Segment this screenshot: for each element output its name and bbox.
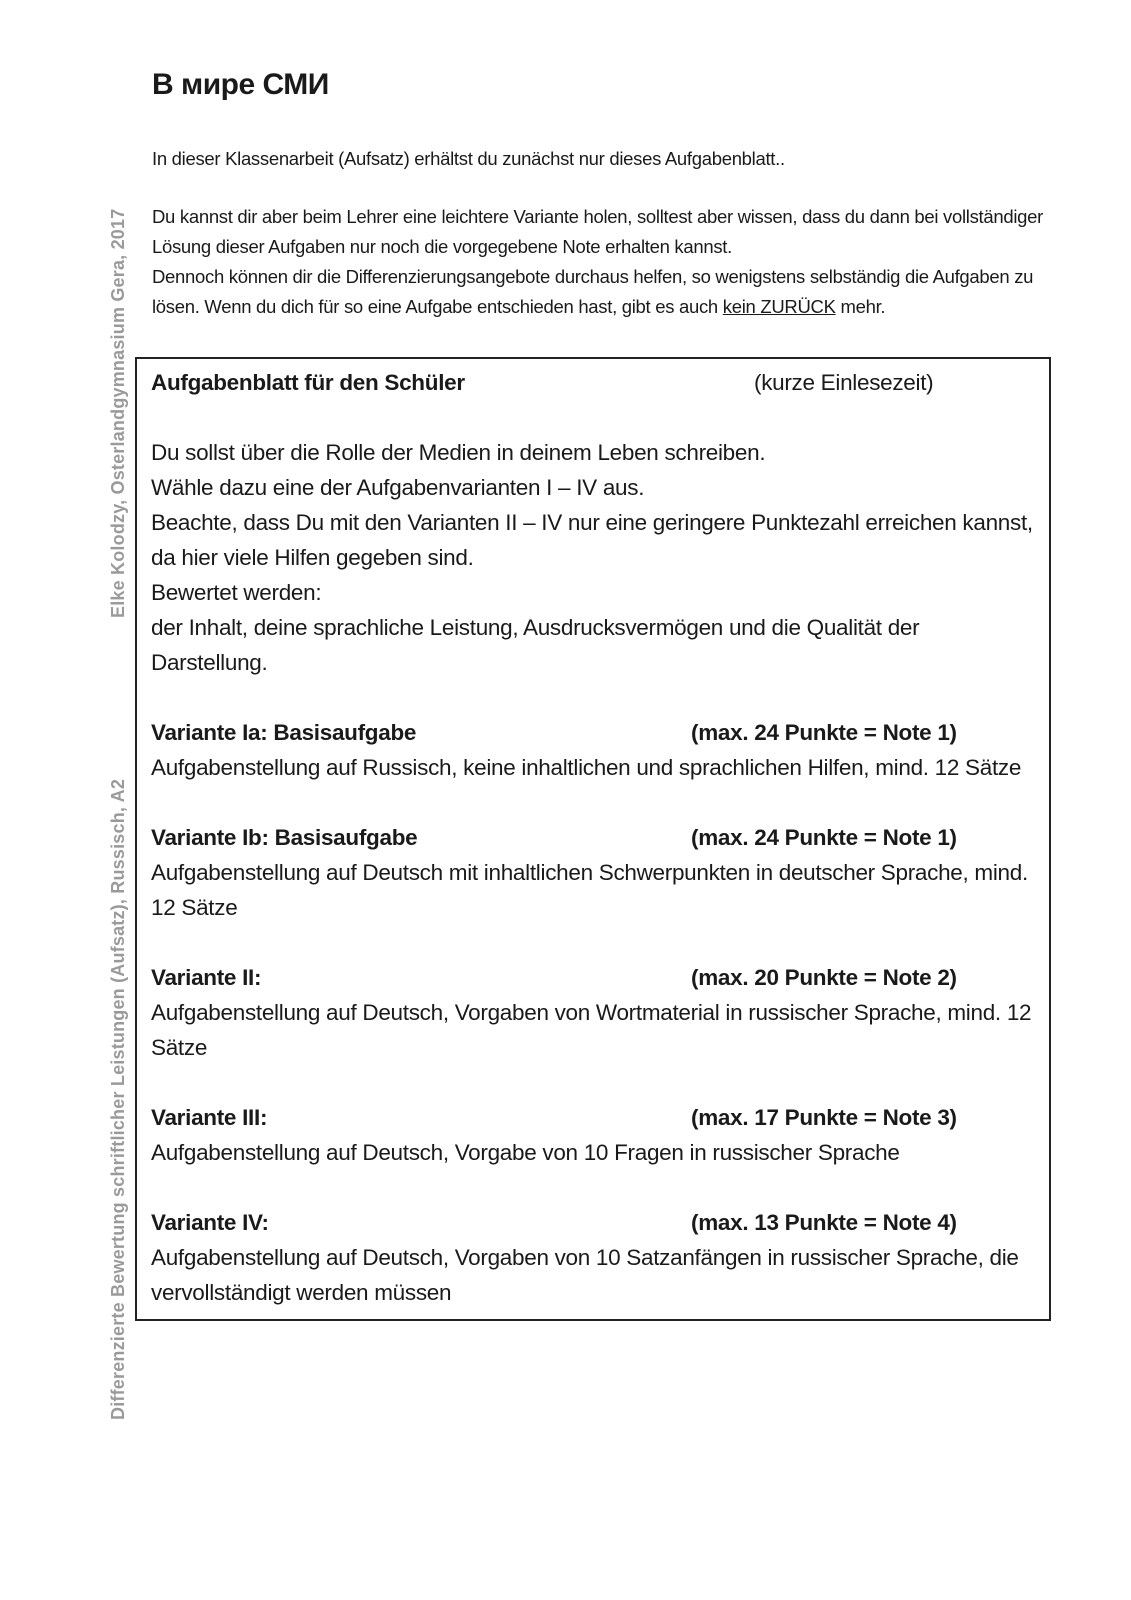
task-sheet-header [151, 365, 1036, 400]
variant-description: Aufgabenstellung auf Russisch, keine inhaltlichen und sprachlichen Hilfen, mind. 12 Sätze [151, 755, 1022, 780]
variant-points: (max. 24 Punkte = Note 1) [691, 720, 957, 745]
variant-points: (max. 24 Punkte = Note 1) [691, 825, 957, 850]
side-label-author: Elke Kolodzy, Osterlandgymnasium Gera, 2017 [108, 208, 128, 618]
variant-item [151, 820, 1036, 925]
variant-header [151, 820, 1036, 855]
variant-name: Variante Ib: Basisaufgabe [151, 825, 418, 850]
page-title: В мире СМИ [152, 68, 329, 101]
instruction-line: Bewertet werden: [151, 580, 322, 605]
side-label-subject: Differenzierte Bewertung schriftlicher Leistungen (Aufsatz), Russisch, A2 [108, 778, 128, 1420]
instruction-line: Du sollst über die Rolle der Medien in deinem Leben schreiben. [151, 440, 766, 465]
variant-header [151, 1205, 1036, 1240]
instructions [151, 435, 1036, 680]
variants-list [151, 715, 1036, 1310]
variant-header [151, 715, 1036, 750]
instruction-line: der Inhalt, deine sprachliche Leistung, Ausdrucksvermögen und die Qualität der Darstellung. [151, 615, 920, 675]
variant-description: Aufgabenstellung auf Deutsch mit inhaltlichen Schwerpunkten in deutscher Sprache, mind. 12 Sätze [151, 860, 1028, 920]
intro-para-teacher: Du kannst dir aber beim Lehrer eine leichtere Variante holen, solltest aber wissen, dass du dann bei vollständiger Lösung dieser Aufgaben nur noch die vorgegebene Note erhalten kannst. [152, 206, 1043, 257]
intro-paragraph [152, 202, 1082, 322]
reading-time-note: (kurze Einlesezeit) [754, 370, 934, 395]
variant-header [151, 1100, 1036, 1135]
variant-header [151, 960, 1036, 995]
intro-para-text: Dennoch können dir die Differenzierungsangebote durchaus helfen, so wenigstens selbständig die Aufgaben zu lösen. Wenn du dich für so eine Aufgabe entschieden hast, gibt es auch [152, 266, 1034, 317]
variant-name: Variante Ia: Basisaufgabe [151, 720, 417, 745]
variant-item [151, 715, 1036, 785]
task-sheet-heading: Aufgabenblatt für den Schüler [151, 370, 465, 395]
variant-description: Aufgabenstellung auf Deutsch, Vorgabe von 10 Fragen in russischer Sprache [151, 1140, 900, 1165]
variant-name: Variante IV: [151, 1210, 269, 1235]
variant-name: Variante II: [151, 965, 262, 990]
intro-line: In dieser Klassenarbeit (Aufsatz) erhältst du zunächst nur dieses Aufgabenblatt.. [152, 148, 785, 169]
instruction-line: Beachte, dass Du mit den Varianten II – IV nur eine geringere Punktezahl erreichen kannst, da hier viele Hilfen gegeben sind. [151, 510, 1033, 570]
variant-points: (max. 20 Punkte = Note 2) [691, 965, 957, 990]
task-sheet-content [151, 365, 1036, 1310]
variant-points: (max. 17 Punkte = Note 3) [691, 1105, 957, 1130]
intro-para-differentiation [152, 262, 1082, 322]
no-return-emphasis: kein ZURÜCK [722, 296, 836, 317]
variant-item [151, 960, 1036, 1065]
variant-description: Aufgabenstellung auf Deutsch, Vorgaben von 10 Satzanfängen in russischer Sprache, die vervollständigt werden müssen [151, 1245, 1019, 1305]
instruction-line: Wähle dazu eine der Aufgabenvarianten I – IV aus. [151, 475, 645, 500]
intro-para-end: mehr. [840, 296, 886, 317]
task-sheet-box [135, 357, 1051, 1321]
variant-description: Aufgabenstellung auf Deutsch, Vorgaben von Wortmaterial in russischer Sprache, mind. 12 Sätze [151, 1000, 1032, 1060]
variant-item [151, 1100, 1036, 1170]
variant-name: Variante III: [151, 1105, 268, 1130]
variant-points: (max. 13 Punkte = Note 4) [691, 1210, 957, 1235]
variant-item [151, 1205, 1036, 1310]
